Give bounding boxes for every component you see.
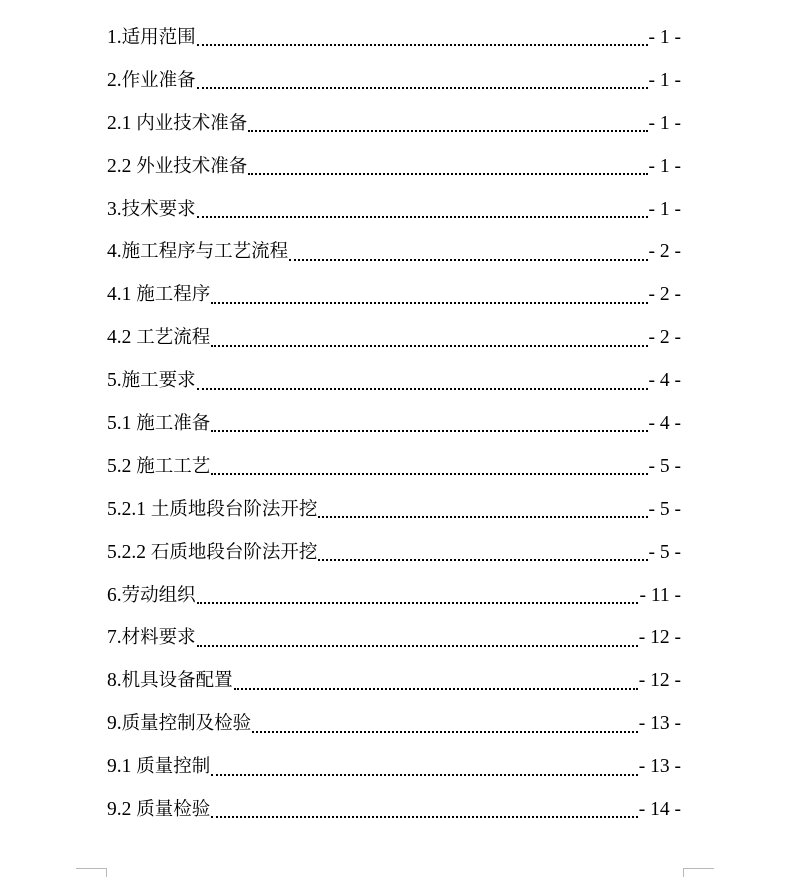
toc-entry[interactable] <box>107 446 681 489</box>
toc-entry-page: - 5 - <box>648 541 681 563</box>
toc-entry-title <box>107 789 210 832</box>
toc-entry-number: 2.1 <box>107 112 137 134</box>
toc-entry-title <box>107 231 288 274</box>
toc-entry-number: 5.2.2 <box>107 541 151 563</box>
toc-entry[interactable] <box>107 189 681 232</box>
toc-entry-page: - 1 - <box>648 155 681 177</box>
toc-entry-title <box>107 146 247 189</box>
toc-leader-dots <box>211 328 647 350</box>
toc-entry-title <box>107 489 317 532</box>
toc-entry-text: 质量控制 <box>136 756 211 778</box>
toc-entry-text: 材料要求 <box>121 627 196 649</box>
toc-entry[interactable] <box>107 103 681 146</box>
toc-entry-page: - 12 - <box>638 670 681 692</box>
toc-entry-title <box>107 617 196 660</box>
toc-entry-page: - 11 - <box>639 584 681 606</box>
toc-entry-title <box>107 746 210 789</box>
toc-entry-number: 5.2 <box>107 455 137 477</box>
toc-entry-title <box>107 703 251 746</box>
toc-leader-dots <box>318 499 647 521</box>
toc-entry-number: 4. <box>107 241 122 263</box>
toc-entry-number: 3. <box>107 198 122 220</box>
toc-entry-text: 工艺流程 <box>136 327 211 349</box>
toc-entry[interactable] <box>107 60 681 103</box>
toc-entry-title <box>107 575 196 618</box>
toc-entry-page: - 4 - <box>648 413 681 435</box>
toc-entry-page: - 5 - <box>648 455 681 477</box>
toc-entry[interactable] <box>107 17 681 60</box>
toc-leader-dots <box>197 628 638 650</box>
toc-entry-number: 2. <box>107 69 122 91</box>
toc-entry-page: - 12 - <box>638 627 681 649</box>
toc-leader-dots <box>211 413 647 435</box>
toc-entry[interactable] <box>107 532 681 575</box>
toc-entry-page: - 1 - <box>648 198 681 220</box>
toc-leader-dots <box>234 671 638 693</box>
toc-entry-title <box>107 103 247 146</box>
toc-entry[interactable] <box>107 231 681 274</box>
toc-leader-dots <box>197 199 648 221</box>
toc-entry[interactable] <box>107 274 681 317</box>
toc-leader-dots <box>211 757 637 779</box>
page-corner-mark-right <box>683 868 714 877</box>
toc-entry[interactable] <box>107 703 681 746</box>
toc-entry[interactable] <box>107 489 681 532</box>
toc-entry-title <box>107 532 317 575</box>
toc-entry[interactable] <box>107 660 681 703</box>
table-of-contents <box>107 17 681 832</box>
toc-leader-dots <box>248 156 647 178</box>
toc-entry-text: 石质地段台阶法开挖 <box>150 541 318 563</box>
toc-leader-dots <box>197 371 648 393</box>
toc-entry-text: 外业技术准备 <box>136 155 248 177</box>
toc-entry-number: 6. <box>107 584 122 606</box>
toc-entry-number: 4.1 <box>107 284 137 306</box>
toc-entry-page: - 2 - <box>648 284 681 306</box>
toc-entry-text: 作业准备 <box>121 69 196 91</box>
toc-entry-text: 土质地段台阶法开挖 <box>150 498 318 520</box>
toc-entry-number: 2.2 <box>107 155 137 177</box>
toc-entry-page: - 5 - <box>648 498 681 520</box>
toc-leader-dots <box>211 799 637 821</box>
toc-entry[interactable] <box>107 746 681 789</box>
toc-entry-page: - 4 - <box>648 370 681 392</box>
toc-leader-dots <box>289 242 647 264</box>
page-corner-mark-left <box>76 868 107 877</box>
toc-entry-text: 施工准备 <box>136 413 211 435</box>
toc-leader-dots <box>197 585 639 607</box>
toc-entry-page: - 1 - <box>648 69 681 91</box>
toc-leader-dots <box>252 714 638 736</box>
toc-entry-text: 技术要求 <box>121 198 196 220</box>
toc-entry[interactable] <box>107 403 681 446</box>
toc-entry-page: - 1 - <box>648 112 681 134</box>
toc-entry-title <box>107 60 196 103</box>
toc-entry-title <box>107 660 233 703</box>
toc-entry-page: - 1 - <box>648 27 681 48</box>
toc-leader-dots <box>211 285 647 307</box>
toc-entry-number: 4.2 <box>107 327 137 349</box>
toc-entry-number: 5. <box>107 370 122 392</box>
toc-leader-dots <box>318 542 647 564</box>
toc-entry[interactable] <box>107 317 681 360</box>
toc-entry-number: 9. <box>107 713 122 735</box>
toc-leader-dots <box>211 456 647 478</box>
toc-entry-number: 7. <box>107 627 122 649</box>
toc-entry-page: - 13 - <box>638 713 681 735</box>
toc-entry[interactable] <box>107 617 681 660</box>
toc-entry-page: - 14 - <box>638 799 681 821</box>
toc-entry-title <box>107 403 210 446</box>
toc-entry-number: 8. <box>107 670 122 692</box>
toc-entry-title <box>107 446 210 489</box>
toc-entry[interactable] <box>107 789 681 832</box>
toc-entry-text: 施工程序与工艺流程 <box>121 241 289 263</box>
toc-entry-text: 施工工艺 <box>136 455 211 477</box>
toc-entry[interactable] <box>107 575 681 618</box>
toc-leader-dots <box>197 27 648 49</box>
toc-entry-text: 适用范围 <box>121 27 196 48</box>
toc-entry-text: 机具设备配置 <box>121 670 233 692</box>
toc-entry-text: 施工程序 <box>136 284 211 306</box>
toc-entry-page: - 2 - <box>648 241 681 263</box>
toc-leader-dots <box>248 113 647 135</box>
toc-entry[interactable] <box>107 360 681 403</box>
toc-entry[interactable] <box>107 146 681 189</box>
toc-entry-number: 9.1 <box>107 756 137 778</box>
toc-entry-title <box>107 317 210 360</box>
toc-entry-title <box>107 189 196 232</box>
toc-entry-text: 劳动组织 <box>121 584 196 606</box>
toc-entry-number: 5.1 <box>107 413 137 435</box>
toc-entry-page: - 2 - <box>648 327 681 349</box>
toc-entry-number: 9.2 <box>107 799 137 821</box>
toc-entry-page: - 13 - <box>638 756 681 778</box>
toc-entry-text: 施工要求 <box>121 370 196 392</box>
toc-entry-title <box>107 17 196 60</box>
toc-entry-title <box>107 274 210 317</box>
toc-entry-text: 质量检验 <box>136 799 211 821</box>
toc-leader-dots <box>197 70 648 92</box>
toc-entry-number: 5.2.1 <box>107 498 151 520</box>
toc-entry-number: 1. <box>107 27 122 48</box>
toc-entry-text: 质量控制及检验 <box>121 713 252 735</box>
toc-entry-title <box>107 360 196 403</box>
toc-entry-text: 内业技术准备 <box>136 112 248 134</box>
